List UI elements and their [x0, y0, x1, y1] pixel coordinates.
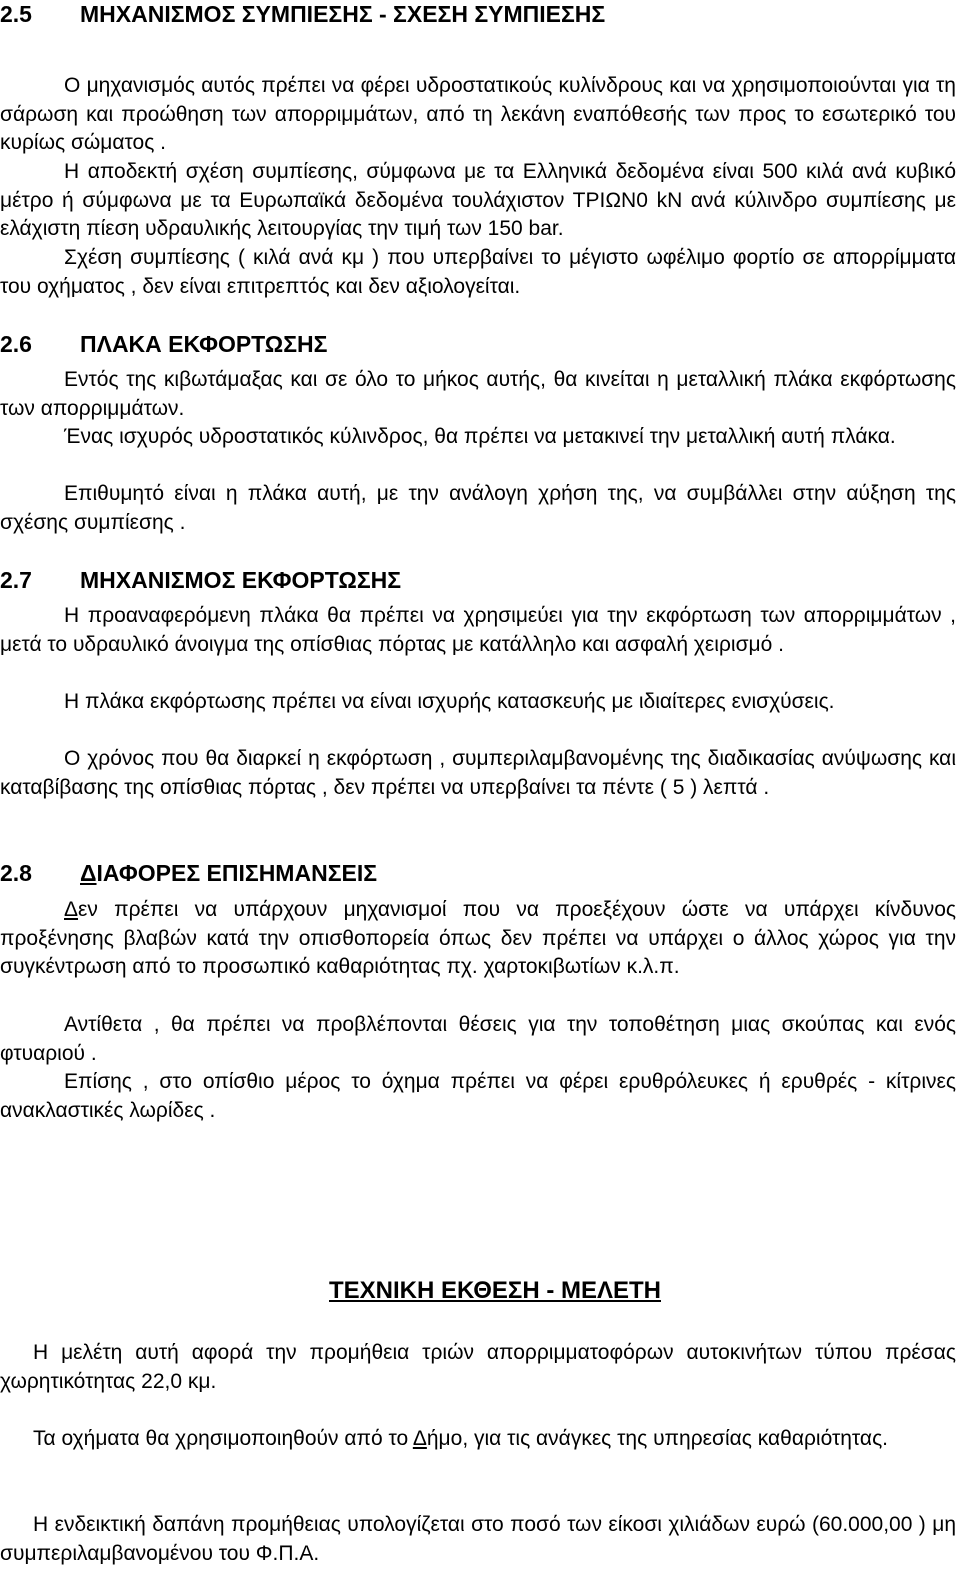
- section-paragraph: Η προαναφερόμενη πλάκα θα πρέπει να χρησιμεύει για την εκφόρτωση των απορριμμάτων , μετά το υδραυλικό άνοιγμα της οπίσθιας πόρτας με κατάλληλο και ασφαλή χειρισμό .: [0, 604, 956, 656]
- section-title: ΜΗΧΑΝΙΣΜΟΣ ΣΥΜΠΙΕΣΗΣ - ΣΧΕΣΗ ΣΥΜΠΙΕΣΗΣ: [80, 1, 606, 27]
- section-paragraph: Εντός της κιβωτάμαξας και σε όλο το μήκος αυτής, θα κινείται η μεταλλική πλάκα εκφόρτωσης των απορριμμάτων.: [0, 368, 956, 420]
- section-number: 2.8: [0, 860, 32, 886]
- paragraph-text: Τα οχήματα θα χρησιμοποιηθούν από το: [33, 1427, 413, 1450]
- section-paragraph: Επιθυμητό είναι η πλάκα αυτή, με την ανάλογη χρήση της, να συμβάλλει στην αύξηση της σχέσης συμπίεσης .: [0, 482, 956, 534]
- section-heading-2-8: [0, 859, 377, 887]
- section-title: ΙΑΦΟΡΕΣ ΕΠΙΣΗΜΑΝΣΕΙΣ: [96, 860, 378, 886]
- report-paragraph: Η ενδεικτική δαπάνη προμήθειας υπολογίζεται στο ποσό των είκοσι χιλιάδων ευρώ (60.000,00 ) μη συμπεριλαμβανομένου του Φ.Π.Α.: [0, 1513, 956, 1565]
- section-heading-2-7: [0, 566, 401, 594]
- section-heading-2-5: [0, 0, 605, 28]
- report-title: ΤΕΧΝΙΚΗ ΕΚΘΕΣΗ - ΜΕΛΕΤΗ: [329, 1277, 661, 1304]
- section-paragraph: Ένας ισχυρός υδροστατικός κύλινδρος, θα πρέπει να μετακινεί την μεταλλική αυτή πλάκα.: [64, 425, 896, 448]
- section-paragraph: Επίσης , στο οπίσθιο μέρος το όχημα πρέπει να φέρει ερυθρόλευκες ή ερυθρές - κίτρινες ανακλαστικές λωρίδες .: [0, 1070, 956, 1122]
- section-title-initial: Δ: [80, 860, 97, 886]
- section-title: ΠΛΑΚΑ ΕΚΦΟΡΤΩΣΗΣ: [80, 331, 328, 357]
- underlined-initial: Δ: [64, 898, 79, 921]
- section-title: ΜΗΧΑΝΙΣΜΟΣ ΕΚΦΟΡΤΩΣΗΣ: [80, 567, 402, 593]
- section-paragraph: Η αποδεκτή σχέση συμπίεσης, σύμφωνα με τα Ελληνικά δεδομένα είναι 500 κιλά ανά κυβικό μέτρο ή σύμφωνα με τα Ευρωπαϊκά δεδομένα τουλάχιστον ΤΡΙΩΝ0 kN ανά κύλινδρο συμπίεσης με ελάχιστη πίεση υδραυλικής λειτουργίας την τιμή των 150 bar.: [0, 160, 956, 241]
- section-paragraph: [0, 896, 956, 982]
- section-heading-2-6: [0, 330, 327, 358]
- section-number: 2.6: [0, 331, 32, 357]
- section-paragraph: Ο χρόνος που θα διαρκεί η εκφόρτωση , συμπεριλαμβανομένης της διαδικασίας ανύψωσης και καταβίβασης της οπίσθιας πόρτας , δεν πρέπει να υπερβαίνει τα πέντε ( 5 ) λεπτά .: [0, 747, 956, 799]
- section-paragraph: Ο μηχανισμός αυτός πρέπει να φέρει υδροστατικούς κυλίνδρους και να χρησιμοποιούνται για τη σάρωση και προώθηση των απορριμμάτων, από τη λεκάνη εναπόθεσής των προς το εσωτερικό του κυρίως σώματος .: [0, 74, 956, 155]
- paragraph-text: ήμο, για τις ανάγκες της υπηρεσίας καθαριότητας.: [426, 1427, 889, 1450]
- section-number: 2.7: [0, 567, 32, 593]
- section-paragraph: Σχέση συμπίεσης ( κιλά ανά κμ ) που υπερβαίνει το μέγιστο ωφέλιμο φορτίο σε απορρίμματα του οχήματος , δεν είναι επιτρεπτός και δεν αξιολογείται.: [0, 246, 956, 298]
- section-paragraph: Αντίθετα , θα πρέπει να προβλέπονται θέσεις για την τοποθέτηση μιας σκούπας και ενός φτυαριού .: [0, 1013, 956, 1065]
- report-paragraph: [0, 1425, 956, 1454]
- paragraph-text: εν πρέπει να υπάρχουν μηχανισμοί που να προεξέχουν ώστε να υπάρχει κίνδυνος προξένησης βλαβών κατά την οπισθοπορεία όπως δεν πρέπει να υπάρχει ο άλλος χώρος για την συγκέντρωση από το προσωπικό καθαριότητας πχ. χαρτοκιβωτίων κ.λ.π.: [0, 898, 956, 979]
- section-paragraph: Η πλάκα εκφόρτωσης πρέπει να είναι ισχυρής κατασκευής με ιδιαίτερες ενισχύσεις.: [64, 690, 835, 713]
- report-paragraph: Η μελέτη αυτή αφορά την προμήθεια τριών απορριμματοφόρων αυτοκινήτων τύπου πρέσας χωρητικότητας 22,0 κμ.: [0, 1341, 956, 1393]
- section-number: 2.5: [0, 1, 32, 27]
- underlined-initial: Δ: [412, 1427, 427, 1450]
